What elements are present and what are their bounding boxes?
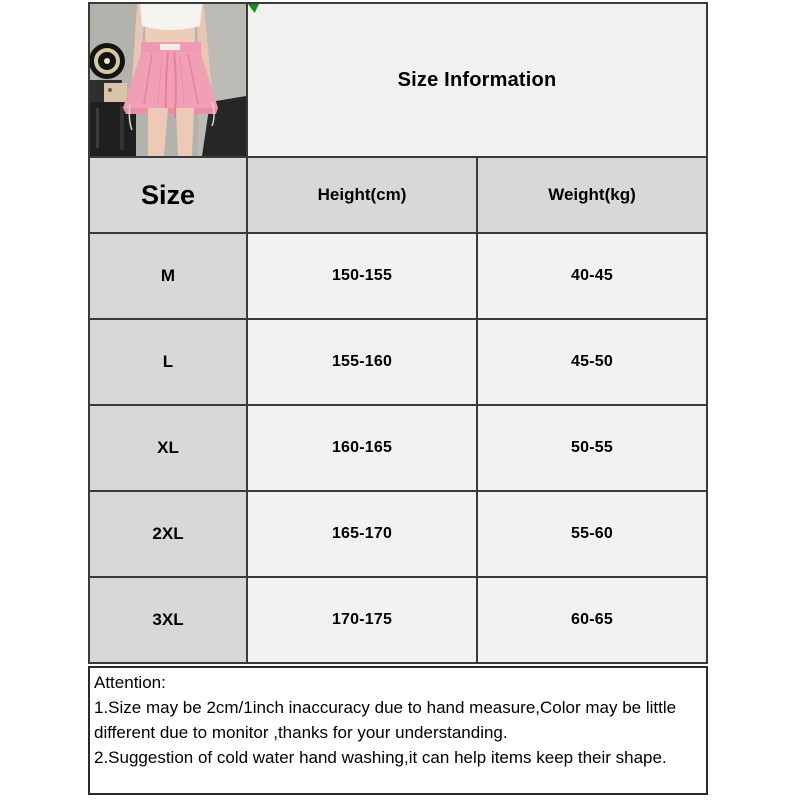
- product-photo-illustration: [90, 4, 246, 156]
- row-m-height: 150-155: [248, 234, 476, 318]
- attention-note: [88, 666, 708, 795]
- size-table-container: [88, 2, 708, 795]
- row-3xl-size-label: 3XL: [90, 578, 246, 662]
- row-m-weight: 40-45: [478, 234, 706, 318]
- green-corner-marker-icon: [248, 4, 259, 13]
- attention-heading: Attention:: [94, 673, 166, 692]
- size-table: [88, 2, 708, 664]
- title-cell: [248, 4, 706, 156]
- row-3xl-height: 170-175: [248, 578, 476, 662]
- row-xl-weight: 50-55: [478, 406, 706, 490]
- column-header-height: Height(cm): [248, 158, 476, 232]
- row-2xl-weight: 55-60: [478, 492, 706, 576]
- row-3xl-weight: 60-65: [478, 578, 706, 662]
- column-header-weight: Weight(kg): [478, 158, 706, 232]
- row-2xl-height: 165-170: [248, 492, 476, 576]
- row-l-weight: 45-50: [478, 320, 706, 404]
- column-header-size: Size: [90, 158, 246, 232]
- row-2xl-size-label: 2XL: [90, 492, 246, 576]
- row-m-size-label: M: [90, 234, 246, 318]
- row-l-size-label: L: [90, 320, 246, 404]
- attention-item-2: 2.Suggestion of cold water hand washing,it can help items keep their shape.: [94, 748, 667, 767]
- row-l-height: 155-160: [248, 320, 476, 404]
- row-xl-height: 160-165: [248, 406, 476, 490]
- attention-item-1: 1.Size may be 2cm/1inch inaccuracy due to hand measure,Color may be little different due to monitor ,thanks for your understanding.: [94, 698, 677, 742]
- page-title: Size Information: [397, 68, 557, 91]
- product-photo: [90, 4, 246, 156]
- row-xl-size-label: XL: [90, 406, 246, 490]
